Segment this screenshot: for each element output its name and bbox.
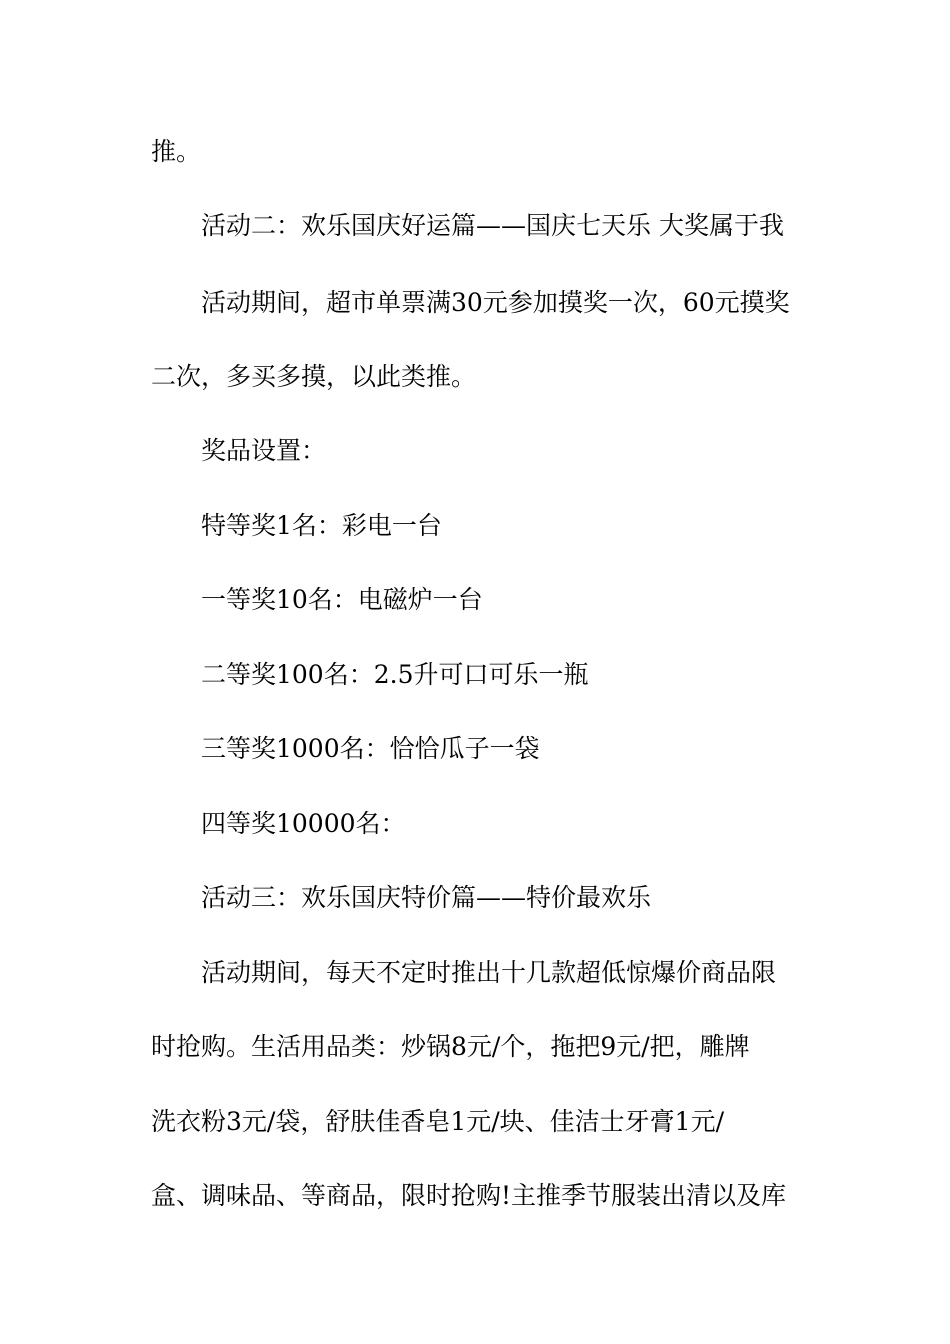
text-line: 活动期间，超市单票满30元参加摸奖一次，60元摸奖	[201, 288, 790, 317]
text-line: 盒、调味品、等商品，限时抢购!主推季节服装出清以及库	[151, 1181, 787, 1210]
text-line: 二次，多买多摸，以此类推。	[151, 362, 477, 391]
text-line: 洗衣粉3元/袋，舒肤佳香皂1元/块、佳洁士牙膏1元/	[151, 1107, 724, 1136]
text-line: 活动期间，每天不定时推出十几款超低惊爆价商品限	[201, 958, 777, 987]
prize-line: 一等奖10名：电磁炉一台	[201, 585, 483, 614]
prize-line: 特等奖1名：彩电一台	[201, 511, 442, 540]
text-line: 推。	[151, 137, 202, 166]
prize-line: 三等奖1000名：恰恰瓜子一袋	[201, 734, 540, 763]
section-heading: 活动三：欢乐国庆特价篇——特价最欢乐	[201, 883, 652, 912]
section-heading: 活动二：欢乐国庆好运篇——国庆七天乐 大奖属于我	[201, 211, 784, 240]
text-line: 奖品设置：	[201, 436, 327, 465]
prize-line: 二等奖100名：2.5升可口可乐一瓶	[201, 660, 589, 689]
prize-line: 四等奖10000名：	[201, 809, 406, 838]
text-line: 时抢购。生活用品类：炒锅8元/个，拖把9元/把，雕牌	[151, 1032, 750, 1061]
